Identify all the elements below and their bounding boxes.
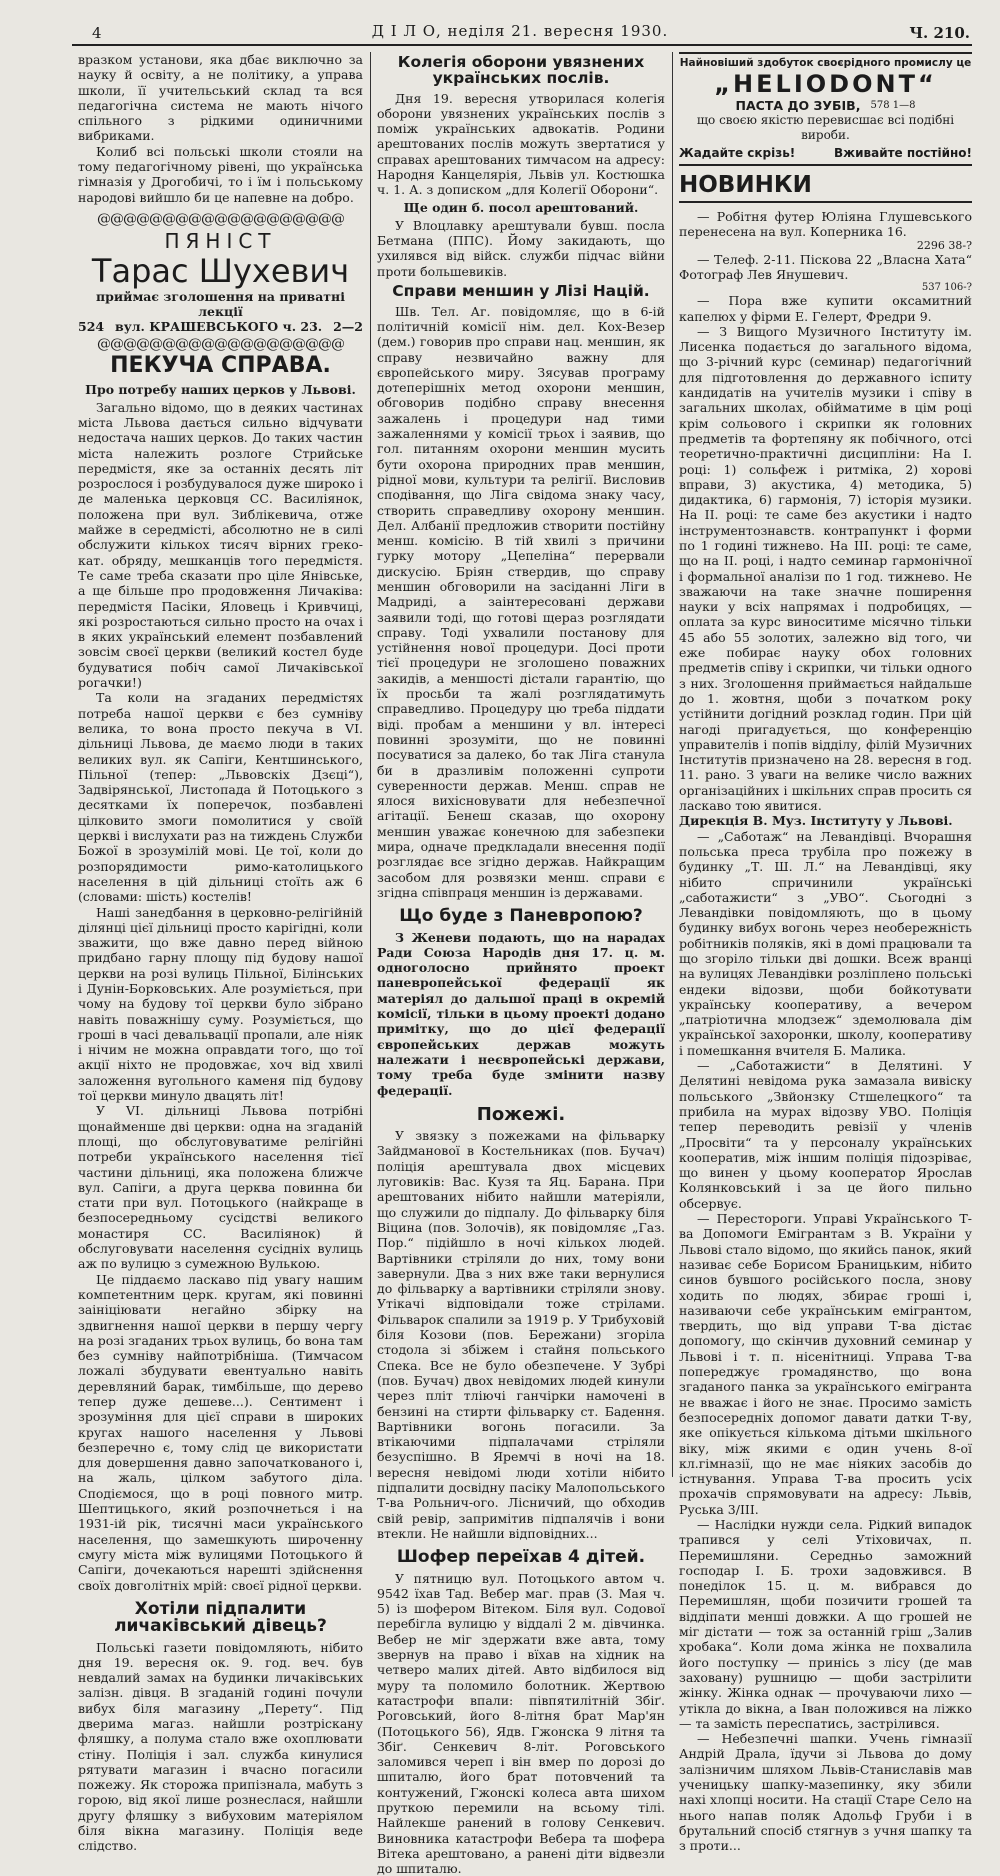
paragraph: У пятницю вул. Потоцького автом ч. 9542 їхав Тад. Вебер маг. прав (3. Мая ч. 5) із шофером Вітеком. Біля вул. Содової перебігла вулицю у віддалі 2 м. дівчинка. Вебер не міг здержати вже авта, тому звернув на право і вїхав на хідник на четверо малих дітей. Авто відбилося від муру та поломило болотник. Жертвою катастрофи впали: півпятилітній Збіґ. Роговський, його 8-літня брат Мар'ян (Потоцького 56), Ядв. Гжонска 9 літня та Збіґ. Сенкевич 8-літ. Роговського заломився череп і він вмер по дорозі до шпиталю, його брат потовчений та контужений, Гжонскі колеса авта шихом пруткою перемили на всьому тілі. Найлекше ранений в голову Сенкевич. Виновника катастрофи Вебера та шофера Вітека арештовано, а ранені діти відвезли до шпиталю.	[377, 1570, 665, 1876]
column-rule	[672, 52, 673, 1477]
paragraph: Колиб всі польські школи стояли на тому педагогічному рівені, що українська гімназія у Дрогобичі, то і їм і польському народові вийшло би це напевне на добро.	[78, 143, 363, 205]
article-title: Колегія оборони увязнених українських послів.	[397, 53, 645, 87]
page-header	[70, 22, 970, 44]
ad-text: що своєю якістю перевисшає всі подібні вироби.	[696, 113, 955, 143]
news-item: — „Саботаж“ на Левандівці. Вчорашня польська преса трубіла про пожежу в будинку „Т. Ш. Л.“ на Левандівці, яку нібито спричинили українські „саботажисти“ з „УВО“. Сьогодні з Левандівки повідомляють, що в цьому будинку вибух вогонь через необережність робітників поляків, які в домі працювали та що згоріло тільки дві дошки. Всеж вранці на вулицях Левандівки розліплено польські ендеки відозви, щоби бойкотувати українську кооперативу, а вечером „патріотична млодзеж“ здемолювала дім української захоронки, школу, кооперативу і помешкання вчителя Б. Малика.	[679, 828, 972, 1058]
news-item: — Перестороги. Управі Українського Т-ва Допомоги Емігрантам з В. України у Львові стало відомо, що якийсь панок, який називає себе Борисом Браницьким, нібито синов бувшого російського посла, знову ходить по людях, збирає гроші і, називаючи себе українським емігрантом, твердить, що від управи Т-ва дістає допомогу, що скінчив духовний семинар у Львові і т. п. нісенітниці. Управа Т-ва попереджує громадянство, що вона згаданого панка за українського емігранта не вважає і його не знає. Просимо замість безпосередніх допомог давати датки Т-ву, яке опікується кількома дітьми шкільного віку, між якими є один учень 8-ої кл.гімназії, що не має ніяких засобів до істнування. Управа Т-ва просить усіх прохачів спрямовувати на адресу: Львів, Руська 3/ІІІ.	[679, 1211, 972, 1517]
column-3	[679, 52, 972, 1854]
ad-code: 578 1—8	[870, 100, 916, 111]
ad-name: Тарас Шухевич	[91, 251, 350, 290]
header-rule	[72, 44, 972, 46]
paragraph: Шв. Тел. Аг. повідомляє, що в 6-ій політичній комісії нім. дел. Кох-Везер (дем.) говорив про справи нац. меншин, як справу незвичайно важну для європейського миру. Зясував програму дотеперішніх метод охорони меншин, обговорив подібно справу внесення зажалень і процедури над тими зажаленнями у комісії трьох і заявив, що гол. питанням охорони меншин мусить бути охорона природних прав меншин, рідної мови, культури та релігії. Висловив сподівання, що Ліга свідома знаку часу, створить справедливу охорону меншин. Дел. Албанії предложив створити постійну менш. комісію. В тій хвилі з причини гурку мотору „Цепеліна“ перервали дискусію. Бріян ствердив, що справу меншин обговорили на засіданні Ліги в Мадриді, а заінтересовані держави заявили тоді, що готові щераз розглядати справу. Тоді ухвалили постанову для устійнення нової процедури. Досі проти тієї процедури не зголошено поважних закидів, а меншості дістали гарантію, що їх просьби та жалі розглядатимуть справедливо. Процедуру цю треба піддати віді. пробам а меншини у вл. інтересі повинні зрозуміти, що не повинні посуватися за далеко, бо так Ліга станула би в дразливім положенні супроти суверенности держав. Менш. справ не ялося вихісновувати для небезпечної агітації. Бенеш сказав, що охорону меншин уважає конечною для забезпеки мира, одначе предкладали внесення події розглядає все згідно держав. Найкращим засобом для розвязки менш. справи є згідна співпраця меншин із державами.	[377, 303, 665, 900]
heliodont-ad	[679, 52, 972, 166]
column-1	[78, 52, 363, 1854]
ad-topline: Найновіший здобуток своєрідного промислу це	[679, 57, 972, 69]
article-title: Шофер переїхав 4 дітей.	[396, 1547, 646, 1568]
news-item: — Пора вже купити оксамитний капелюх у фірми Е. Гелерт, Фредри 9.	[679, 293, 972, 324]
issue-number: Ч. 210.	[909, 24, 970, 42]
piano-teacher-ad	[78, 229, 363, 334]
column-2	[377, 52, 665, 1876]
item-code: 2296 38-?	[916, 238, 972, 252]
paragraph: Це піддаємо ласкаво під увагу нашим компетентним церк. кругам, які повинні заініціювати негайно збірку на здвигнення нашої церкви в першу чергу на розі згаданих трьох вулиць, бо вона там без сумніву найпотрібніша. (Тимчасом ложалі збудувати евентуально навіть деревляний барак, тимбільше, що дерево тепер дуже дешеве...). Сентимент і зрозуміння для цієї справи в широких кругах нашого населення у Львові безперечно є, тому слід це використати для довершення давно започаткованого і, на жаль, цілком забутого діла. Сподіємося, що в році повного митр. Шептицького, який розпочнеться і на 1931-ій рік, тисячні маси українського населення, що замешкують широченну смугу міста між вулицями Потоцького й Сапіги, дочекаються нарешті здійснення своїх довголітніх мрій: своєї рідної церкви.	[78, 1271, 363, 1593]
paragraph: Дня 19. вересня утворилася колегія оборони увязнених українських послів з поміж українських адвокатів. Родини арештованих послів можуть звертатися у справах арештованих тимчасом на адресу: Народня Канцелярія, Львів ул. Костюшка ч. 1. А. з дописком „для Колегії Оборони“.	[377, 90, 665, 198]
article-title: Що буде з Паневропою?	[399, 906, 643, 927]
page-number: 4	[92, 24, 102, 42]
ad-text: приймає зголошення на приватні лекції	[96, 288, 345, 319]
paragraph: У звязку з пожежами на фільварку Зайдманової в Костельниках (пов. Бучач) поліція арештувала двох місцевих луговиків: Вас. Кузя та Яц. Барана. При арештованих нібито найшли матеріяли, що служили до підпалу. До фільварку біля Віцина (пов. Золочів), як повідомляє „Газ. Пор.“ підійшло в ночі кількох людей. Вартівники стріляли до них, тому вони завернули. Два з них вже таки вернулися до фільварку а вартівники стріляли знову. Утікачі відповідали тоже стрілами. Фільварок спалили за 1919 р. У Трибуховій біля Козови (пов. Бережани) згоріла стодола зі збіжем і стайня польського Спека. Все не було обезпечене. У Зубрі (пов. Бучач) двох невідомих людей кинули через пліт тліючі ганчірки намочені в бензині на стирти фільварку ст. Бадення. Вартівники вогонь погасили. За втікаючими підпалачами стріляли безуспішно. В Яремчі в ночі на 18. вересня невідомі люди хотіли нібито підпалити досвідну пасіку Малопольського Т-ва Рольнич-ого. Лісничий, що обходив свій ревір, запримітив підпалячів і вони втекли. Не найшли відповідних...	[377, 1128, 665, 1541]
article-title: Пожежі.	[476, 1103, 566, 1125]
news-item: — З Вищого Музичного Інституту ім. Лисенка подається до загального відома, що 3-річний курс (семинар) педагогічний для підготовлення до державного іспиту кандидатів на учителів музики і співу в загальних школах, обійматиме в цім році крім сольового і скрипки як головних предметів та фортепяну як побічного, отсі теоретично-практичні дисципліни: На І. році: 1) сольфеж і ритміка, 2) хорові вправи, 3) акустика, 4) методика, 5) дидактика, 6) гармонія, 7) історія музики. На ІІ. році: те саме без акустики і надто інструментознавств. контрапункт і форми по 1 годині тижнево. На ІІІ. році: те саме, що на ІІ. році, і надто семинар гармонічної і формальної аналізи по 1 год. тижнево. Не зважаючи на таке значне поширення науки у всіх напрямах і подробицях, — оплата за курс виноситиме місячно тільки 45 або 55 золотих, залежно від того, чи еже побирає науку обох головних предметів співу і скрипки, чи тільки одного з них. Зголошення приймається найдальше до 1. жовтня, щоби з початком року устійнити догідний розклад годин. При цій нагоді пригадується, що конференцію управителів і попів відділу, філій Музичних Інститутів призначено на 28. вересня в год. 11. рано. З уваги на велике число важних організаційних і шкільних справ просить ся ласкаво тою явитися.	[679, 323, 972, 814]
paragraph: З Женеви подають, що на нарадах Ради Союза Народів дня 17. ц. м. одноголосно прийнято проект паневропейської федерації як матеріял до дальшої праці в окремій комісії, тільки в цьому проекті додано примітку, що до цієї федерації європейських держав можуть належати і неєвропейські держави, тому треба буде змінити назву федерації.	[377, 929, 665, 1098]
news-item: — Наслідки нужди села. Рідкий випадок трапився у селі Утіховичах, п. Перемишляни. Середньо заможний господар І. Б. трохи задовжився. В понеділок 15. ц. м. вибрався до Перемишлян, щоби позичити грошей та віддіпати менші довжки. А що грошей не міг дістати — тож за останній гріш „Залив хробака“. Коли дома жінка не похвалила його поступку — принісь з лісу (де мав заховану) рушницю — щоби застрілити жінку. Жінка однак — прочуваючи лихо — утікла до вікна, а Іван положився на ліжко — та замість переспатись, застрілився.	[679, 1516, 972, 1731]
article-title: Хотіли підпалити личаківський дівець?	[114, 1598, 327, 1637]
news-item: — „Саботажисти“ в Делятині. У Делятині невідома рука замазала вивіску польського „Звйонзку Стшелецкого“ та прибила на мурах відозву УВО. Поліція тепер переводить ревізії у членів „Просвіти“ та у персоналу українських кооператив, між іншим поліція підозріває, що винен у цьому кооператор Ярослав Колянковський і за це його пильно обсервує.	[679, 1058, 972, 1211]
ad-slogans	[679, 146, 972, 161]
ornament-rule: @@@@@@@@@@@@@@@@@@@	[97, 336, 344, 353]
article-subtitle: Про потребу наших церков у Львові.	[85, 381, 356, 397]
column-rule	[370, 52, 371, 1477]
paragraph: Польські газети повідомляють, нібито дня 19. вересня ок. 9. год. веч. був невдалий замах на будинки личаківських залізн. дівця. В згаданій годині почули вибух біля магазину „Перету“. Під дверима магаз. найшли розтріскану фляшку, а полума стало вже охоплювати стіну. Поліція і зал. служба кинулися рятувати магазин і вчасно погасили пожежу. Як сторожа припізнала, мабуть з горою, від якої лише рознеслася, найшли другу фляшку з вибуховим матеріялом біля вікна магазину. Поліція веде слідство.	[78, 1639, 363, 1854]
article-title: Справи меншин у Лізі Націй.	[392, 281, 650, 300]
masthead-date: Д І Л О, неділя 21. вересня 1930.	[371, 22, 669, 40]
ad-product: ПАСТА ДО ЗУБІВ,	[735, 98, 861, 113]
section-title: НОВИНКИ	[679, 174, 972, 203]
ad-slogan: Жадайте скрізь!	[679, 146, 796, 161]
ad-address-row	[78, 319, 363, 334]
news-item: — Телеф. 2-11. Піскова 22 „Власна Хата“ Фотограф Лев Янушевич.	[679, 251, 972, 282]
paragraph: Наші занедбання в церковно-релігійній ділянці цієї дільниці просто карігідні, коли зважити, що вже давно перед війною придбано гарну площу під будову нашої церкви на розі вулиць Пільної, Білінських і Дунін-Борковських. Але розуміється, при чому на будову тої церкви було зібрано навіть поважнішу суму. Розуміється, що гроші в часі девальвації пропали, але ніяк і нічим не можна оправдати того, що тої акції ніхто не продовжає, хоч від хвилі заложення вугольного каменя під будову тої церкви минуло двацять літ!	[78, 904, 363, 1104]
ornament-rule: @@@@@@@@@@@@@@@@@@@	[97, 210, 344, 227]
article-title: ПЕКУЧА СПРАВА.	[110, 353, 331, 379]
paragraph: Та коли на згаданих передмістях потреба нашої церкви є без сумніву велика, то вона просто пекуча в VI. дільниці Львова, де маємо люди в таких великих вул. як Сапіги, Кентшинського, Пільної (тепер: „Львовскіх Дзєці“), Задвірянської, Листопада й Потоцького з десятками їх поперечок, позбавлені цілковито змоги помолитися у своїй церкві і вислухати раз на тиждень Служби Божої в зрозумілій мові. Це тої, коли до розпорядимости римо-католицького населення в цій дільниці стоїть аж 6 (словами: шість) костелів!	[78, 690, 363, 905]
article-subtitle: Ще один б. посол арештований.	[403, 199, 639, 215]
ad-slogan: Вживайте постійно!	[834, 146, 972, 161]
ad-profession: ПЯНІСТ	[164, 228, 277, 253]
news-item: — Небезпечні шапки. Учень гімназії Андрій Драла, їдучи зі Львова до дому залізничим шляхом Львів-Станиславів мав ученицьку шапку-мазепинку, яку збили нахі хлопці носити. На стації Старе Село на нього напав поляк Адольф Груби і в брутальний спосіб стягнув з учня шапку та з проти...	[679, 1731, 972, 1854]
ad-number: 524	[78, 318, 105, 334]
news-signature: Дирекція В. Муз. Інституту у Львові.	[679, 813, 953, 829]
item-code: 537 106-?	[921, 282, 972, 294]
paragraph: У Влоцлавку арештували бувш. посла Бетмана (ППС). Йому закидають, що ухилявся від війск. служби підчас війни проти большевиків.	[377, 217, 665, 279]
news-item: — Робітня футер Юліяна Глушевського перенесена на вул. Коперника 16.	[679, 209, 972, 240]
ad-product-row	[679, 98, 972, 113]
paragraph: Загально відомо, що в деяких частинах міста Львова дається сильно відчувати недостача наших церков. До таких частин міста належить розлоге Стрийське передмістя, яке за останніх десять літ розрослося і розбудувалося дуже широко і де маленька церковця СС. Василіянок, положена при вул. Зиблікевича, отже майже в середмісті, абсолютно не в силі обслужити кількох тисяч вірних греко-кат. обряду, мешканців того передмістя. Те саме треба сказати про ціле Янівське, а ще більше про продовження Личаківа: передмістя Пасіки, Яловець і Кривчиці, які розростаються сильно просто на очах і в яких український елемент позбавлений зовсім своєї церкви (великий костел буде будуватися побіч самої Личаківської рогачки!)	[78, 399, 363, 691]
ad-brand: „HELIODONT“	[714, 70, 937, 98]
paragraph: вразком установи, яка дбає виключно за науку й освіту, а не політику, а управа школи, її учительський склад та вся педагогічна система не мають нічого спільного з рідкими одиничними вибриками.	[78, 52, 363, 144]
ad-address: вул. КРАШЕВСЬКОГО ч. 23.	[115, 318, 323, 334]
ad-code: 2—2	[333, 318, 363, 334]
paragraph: У VI. дільниці Львова потрібні щонайменше дві церкви: одна на згаданій площі, що обслуговуватиме релігійні потреби українського населення тієї частини дільниці, яка положена ближче вул. Сапіги, а друга церква повинна би стати при вул. Потоцького (найкраще в безпосередньому сусідстві великого монастиря СС. Василіянок) й обслуговувати населення сусідніх вулиць аж по вулицю з сумежною Вулькою.	[78, 1103, 363, 1272]
